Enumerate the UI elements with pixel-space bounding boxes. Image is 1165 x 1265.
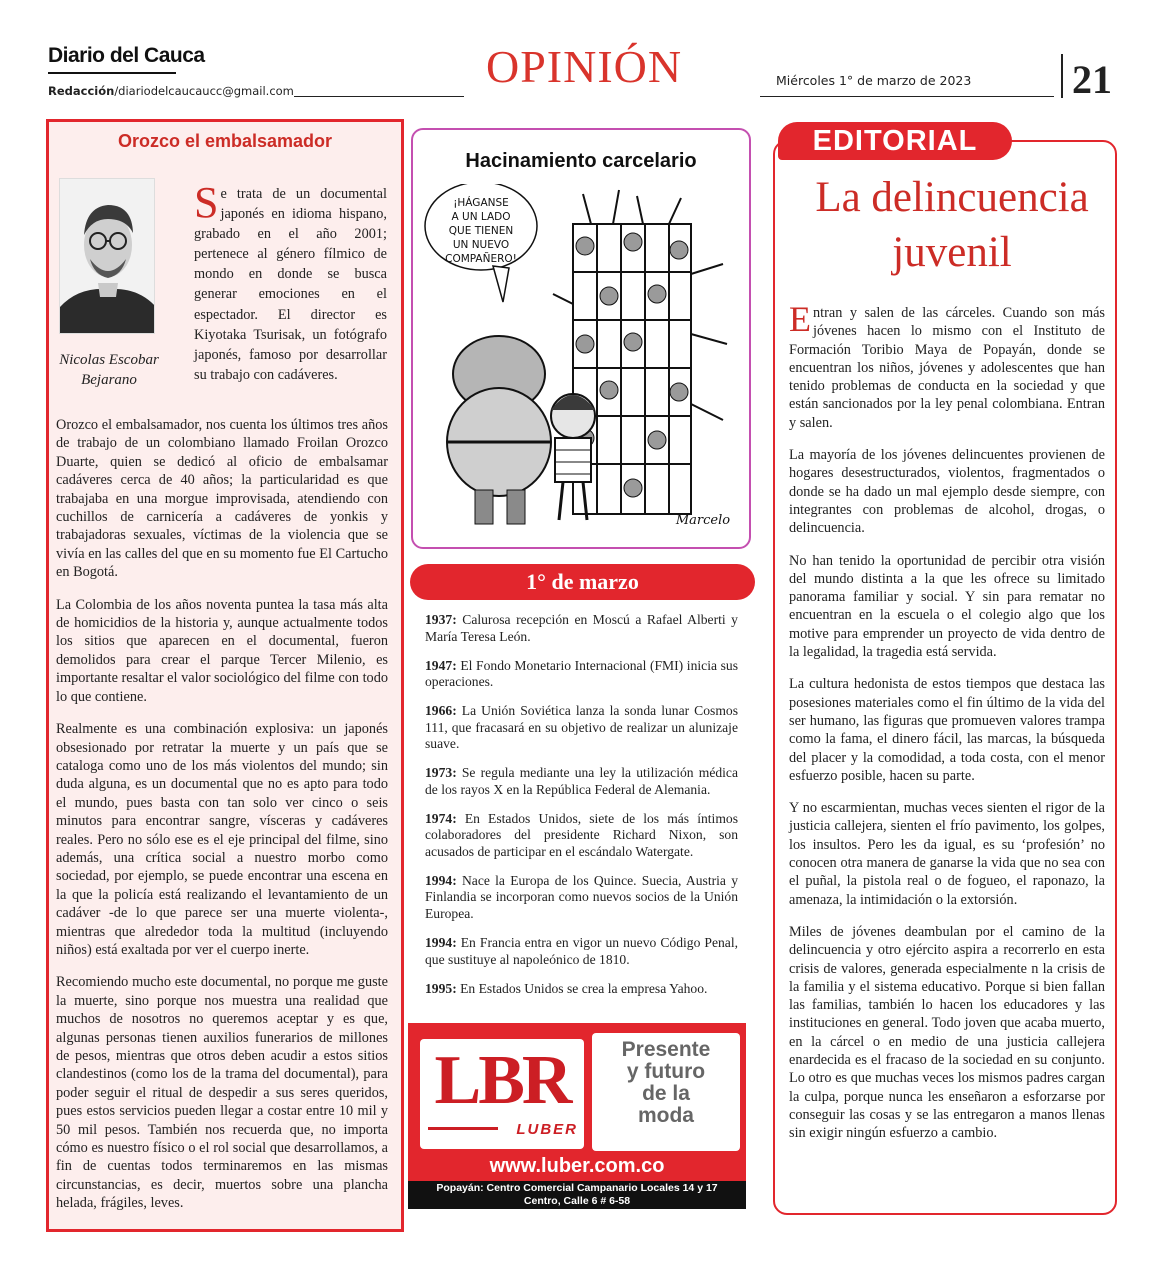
paragraph: Y no escarmientan, muchas veces sienten el rigor de la justicia callejera, sienten el frío pavimento, los golpes, los insultos. Pero les da igual, es su ‘profesión’ no conocen otra manera de ganarse la vida que no sea con el puñal, la pistola real o de fogueo, el raponazo, la amenaza, la intimidación o la extorsión.	[789, 800, 1105, 908]
masthead-underline	[48, 72, 176, 74]
list-item	[425, 612, 738, 645]
author-name: Nicolas Escobar Bejarano	[59, 352, 159, 388]
paragraph-text: ntran y salen de las cárceles. Cuando son más jóvenes hacen lo mismo con el Instituto de Formación Toribio Maya de Popayán, donde se encuentran los niños, jóvenes y adolescentes que han tenido problemas de conducta en la sociedad y que están sancionados por la ley penal colombiana. Entran y salen.	[789, 305, 1105, 431]
cartoon-box	[411, 128, 751, 549]
editorial-title	[790, 170, 1114, 280]
list-item	[425, 873, 738, 923]
paragraph: No han tenido la oportunidad de percibir otra visión del mundo distinta a la que les ofrece su limitado panorama familiar y social. Y sin para rematar no encuentran en la escuela o el colegio algo que los motive para emprender un proyecto de vida dentro de la legalidad, la tragedia está servida.	[789, 552, 1105, 661]
speech-line: COMPAÑERO!	[445, 253, 517, 265]
dropcap: S	[194, 178, 219, 227]
list-item	[425, 658, 738, 691]
speech-line: UN NUEVO	[452, 239, 510, 251]
cartoon-title: Hacinamiento carcelario	[465, 150, 697, 172]
page-number: 21	[1072, 57, 1112, 102]
article-title: Orozco el embalsamador	[117, 131, 333, 151]
paragraph: La cultura hedonista de estos tiempos que destaca las posesiones materiales como el fin último de la vida del ser humano, las figuras que promueven valores trampa como la fama, el dinero fácil, las marcas, la búsqueda del placer y la comodidad, a toda costa, con el menor esfuerzo posible, hacen su parte.	[789, 676, 1105, 784]
efemerides-list	[425, 612, 738, 1010]
event-year: 1994:	[425, 872, 457, 888]
editorial-title-line: juvenil	[892, 229, 1012, 276]
slogan-line: Presente	[621, 1038, 711, 1061]
list-item	[425, 981, 738, 998]
event-text: La Unión Soviética lanza la sonda lunar Cosmos 111, que fracasará en su objetivo de realizar un alunizaje suave.	[425, 703, 739, 752]
speech-line: A UN LADO	[451, 211, 511, 223]
event-text: Nace la Europa de los Quince. Suecia, Austria y Finlandia se incorporan como nuevos socios de la Unión Europea.	[425, 872, 738, 921]
article-intro	[194, 178, 387, 385]
redaccion-label: Redacción	[48, 84, 115, 98]
event-year: 1973:	[425, 765, 457, 781]
intro-text: e trata de un documental japonés en idioma hispano, grabado en el año 2001; pertenece al género fílmico de mondo en donde se busca generar emociones en el espectador. El director es Kiyotaka Tsurisak, un fotógrafo japonés, famoso por desarrollar su trabajo con cadáveres.	[194, 186, 387, 383]
event-text: Calurosa recepción en Moscú a Rafael Alberti y María Teresa León.	[425, 612, 738, 644]
event-year: 1966:	[425, 703, 457, 719]
editorial-title-line: La delincuencia	[815, 174, 1089, 221]
event-year: 1947:	[425, 657, 457, 673]
paragraph: La Colombia de los años noventa puntea la tasa más alta de homicidios de la historia y, aunque actualmente todos los sitios que aparecen en el documental, fueron demolidos para crear el parque Tercer Milenio, es importante resaltar el valor sociológico del filme con todo lo que contiene.	[56, 596, 388, 705]
paragraph: La mayoría de los jóvenes delincuentes provienen de hogares desestructurados, violentos, fragmentados o donde se ha dado un mal ejemplo desde siempre, con integrantes con problemas de alcohol, drogas, o delincuencia.	[789, 447, 1105, 537]
header-rule-right	[760, 96, 1054, 97]
ad-url-link[interactable]: www.luber.com.co	[489, 1155, 665, 1177]
logo-underline	[428, 1127, 498, 1130]
luber-logo	[420, 1039, 584, 1149]
opinion-column	[46, 119, 404, 1232]
slogan-line: de la	[642, 1082, 690, 1105]
editorial-body	[789, 299, 1105, 1156]
event-text: En Estados Unidos se crea la empresa Yahoo.	[460, 980, 708, 996]
slogan-line: y futuro	[626, 1060, 706, 1083]
header-rule-left	[294, 96, 464, 97]
event-year: 1937:	[425, 612, 457, 627]
ad-address	[408, 1181, 746, 1209]
ad-slogan	[592, 1033, 740, 1151]
paragraph	[789, 299, 1105, 432]
section-title: OPINIÓN	[486, 41, 683, 92]
list-item	[425, 811, 738, 861]
address-line: Popayán: Centro Comercial Campanario Locales 14 y 17	[436, 1182, 718, 1194]
redaccion-line	[48, 84, 294, 98]
cartoon-signature: Marcelo	[675, 513, 731, 528]
editorial-tab: EDITORIAL	[778, 122, 1012, 160]
event-text: Se regula mediante una ley la utilización médica de los rayos X en la República Federal de Alemania.	[425, 765, 738, 797]
speech-line: QUE TIENEN	[448, 225, 514, 237]
paragraph: Miles de jóvenes deambulan por el camino de la delincuencia y otro ejército aspira a recorrerlo en esta crisis de valores, generada especialmente n la crisis de la familia y el sistema educativo. Porque si bien fallan las familias, también lo hacen los educadores y las instituciones en general. Todo joven que acaba muerto, en la cárcel o en medio de una justicia callejera enardecida es el fracaso de la sociedad en su conjunto. Lo otro es que muchas veces los mismos padres cargan la culpa, porque nunca les enseñaron a esforzarse por conseguir las cosas y se las entregaron a manos llenas sin exigir ningún esfuerzo a cambio.	[789, 923, 1105, 1142]
dropcap: E	[789, 299, 811, 339]
efemerides-banner: 1° de marzo	[410, 564, 755, 600]
address-line: Centro, Calle 6 # 6-58	[523, 1195, 631, 1207]
list-item	[425, 765, 738, 798]
event-year: 1995:	[425, 980, 457, 996]
issue-date: Miércoles 1° de marzo de 2023	[776, 73, 972, 88]
logo-lbr: LBR	[434, 1042, 570, 1119]
redaccion-email[interactable]: /diariodelcaucaucc@gmail.com	[114, 84, 294, 98]
masthead: Diario del Cauca	[48, 44, 205, 67]
cartoon-illustration	[423, 184, 741, 540]
slogan-line: moda	[637, 1104, 694, 1127]
event-text: En Francia entra en vigor un nuevo Código Penal, que sustituye al napoleónico de 1810.	[425, 935, 738, 967]
header-separator	[1061, 54, 1063, 98]
event-text: En Estados Unidos, siete de los más íntimos colaboradores del presidente Richard Nixon, son acusados de participar en el escándalo Watergate.	[425, 810, 738, 859]
paragraph: Realmente es una combinación explosiva: un japonés obsesionado por retratar la muerte y un país que se cataloga como uno de los más violentos del mundo; sin duda alguna, es un documental que no es apto para todo el mundo, pues basta con tan solo ver cinco o seis minutos para encontrar sangre, vísceras y cadáveres reales. Pero no sólo ese es el eje principal del filme, sino además, una crítica social a nuestro morbo como sociedad, por ejemplo, se puede encontrar una escena en la que la policía está realizando el levantamiento de un cadáver -de lo que parece ser una muerte violenta-, mientras que alrededor toda la multitud (incluyendo niños) está exaltada por ver el cuerpo inerte.	[56, 721, 388, 958]
list-item	[425, 935, 738, 968]
luber-advertisement[interactable]	[408, 1023, 746, 1209]
article-body	[56, 416, 388, 1227]
event-year: 1974:	[425, 810, 457, 826]
author-photo	[59, 178, 155, 334]
event-text: El Fondo Monetario Internacional (FMI) inicia sus operaciones.	[425, 657, 738, 690]
event-year: 1994:	[425, 935, 457, 951]
list-item	[425, 703, 738, 753]
logo-brand: LUBER	[516, 1121, 578, 1138]
paragraph: Orozco el embalsamador, nos cuenta los últimos tres años de trabajo de un colombiano llamado Froilan Orozco Duarte, quien se dedicó al oficio de embalsamar cadáveres cerca de 40 años; la particularidad es que trabajaba en una morgue improvisada, atendiendo con cuchillos de carnicería a cadáveres de yonkis y trabajadoras sexuales, víctimas de la violencia que se vivía en las calles del que en su momento fue El Cartucho en Bogotá.	[56, 417, 388, 581]
speech-line: ¡HÁGANSE	[453, 197, 509, 209]
paragraph: Recomiendo mucho este documental, no porque me guste la muerte, sino porque nos muestra una realidad que muchos de nosotros no queremos aceptar y es que, algunas personas tienen auxilios funerarios de millones de pesos, mientras que otros deben acudir a estos sitios clandestinos (como los de la trama del documental), para poder seguir el ritual de despedir a sus seres queridos, pues estos servicios pueden llegar a costar entre 10 mil y 50 mil pesos. También nos recuerda que, no importa cómo es nuestro físico o el rol social que desarrollamos, a fin de cuentas todos terminaremos en las mismas circunstancias, es decir, muertos sobre una plancha helada, frágiles, leves.	[56, 974, 388, 1212]
